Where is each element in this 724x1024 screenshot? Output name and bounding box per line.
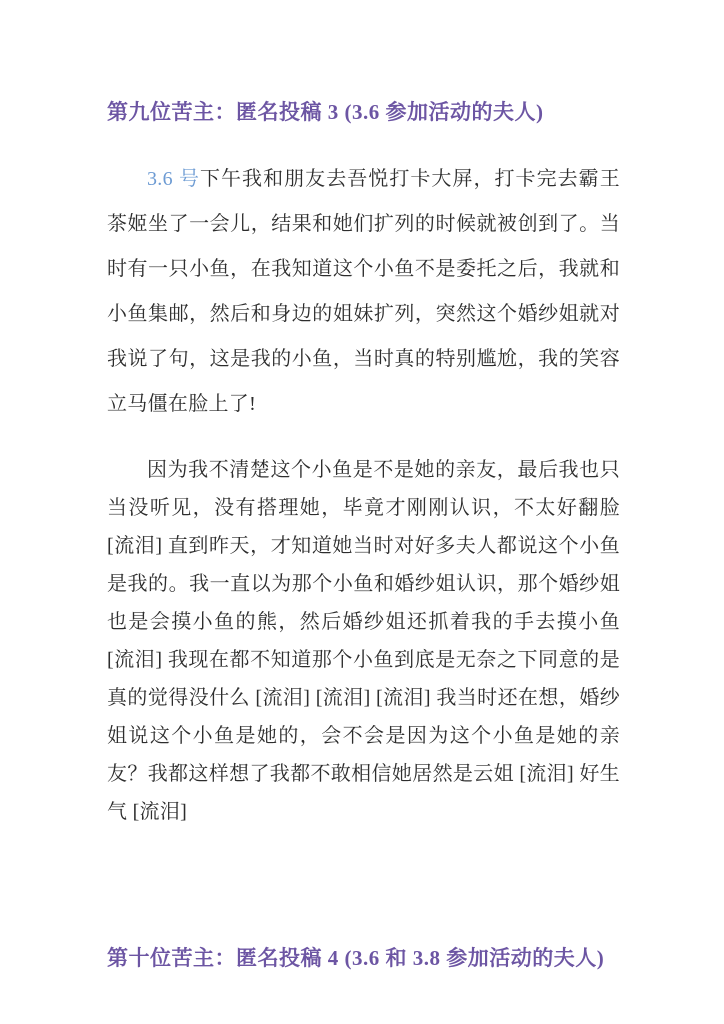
section-heading-ninth: 第九位苦主：匿名投稿 3 (3.6 参加活动的夫人) xyxy=(107,100,544,124)
story-paragraph-1-text: 下午我和朋友去吾悦打卡大屏，打卡完去霸王茶姬坐了一会儿，结果和她们扩列的时候就被创到了。当时有一只小鱼，在我知道这个小鱼不是委托之后，我就和小鱼集邮，然后和身边的姐妹扩列，突然这个婚纱姐就对我说了句，这是我的小鱼，当时真的特别尴尬，我的笑容立马僵在脸上了! xyxy=(107,168,621,415)
story-paragraph-2: 因为我不清楚这个小鱼是不是她的亲友，最后我也只当没听见，没有搭理她，毕竟才刚刚认识，不太好翻脸 [流泪] 直到昨天，才知道她当时对好多夫人都说这个小鱼是我的。我一直以为那个小鱼和婚纱姐认识，那个婚纱姐也是会摸小鱼的熊，然后婚纱姐还抓着我的手去摸小鱼 [流泪] 我现在都不知道那个小鱼到底是无奈之下同意的是真的觉得没什么 [流泪] [流泪] [流泪] 我当时还在想，婚纱姐说这个小鱼是她的，会不会是因为这个小鱼是她的亲友？我都这样想了我都不敢相信她居然是云姐 [流泪] 好生气 [流泪] xyxy=(107,459,620,823)
story-paragraph-1 xyxy=(107,157,620,427)
date-highlight: 3.6 号 xyxy=(147,168,200,190)
section-heading-tenth: 第十位苦主：匿名投稿 4 (3.6 和 3.8 参加活动的夫人) xyxy=(107,946,605,970)
